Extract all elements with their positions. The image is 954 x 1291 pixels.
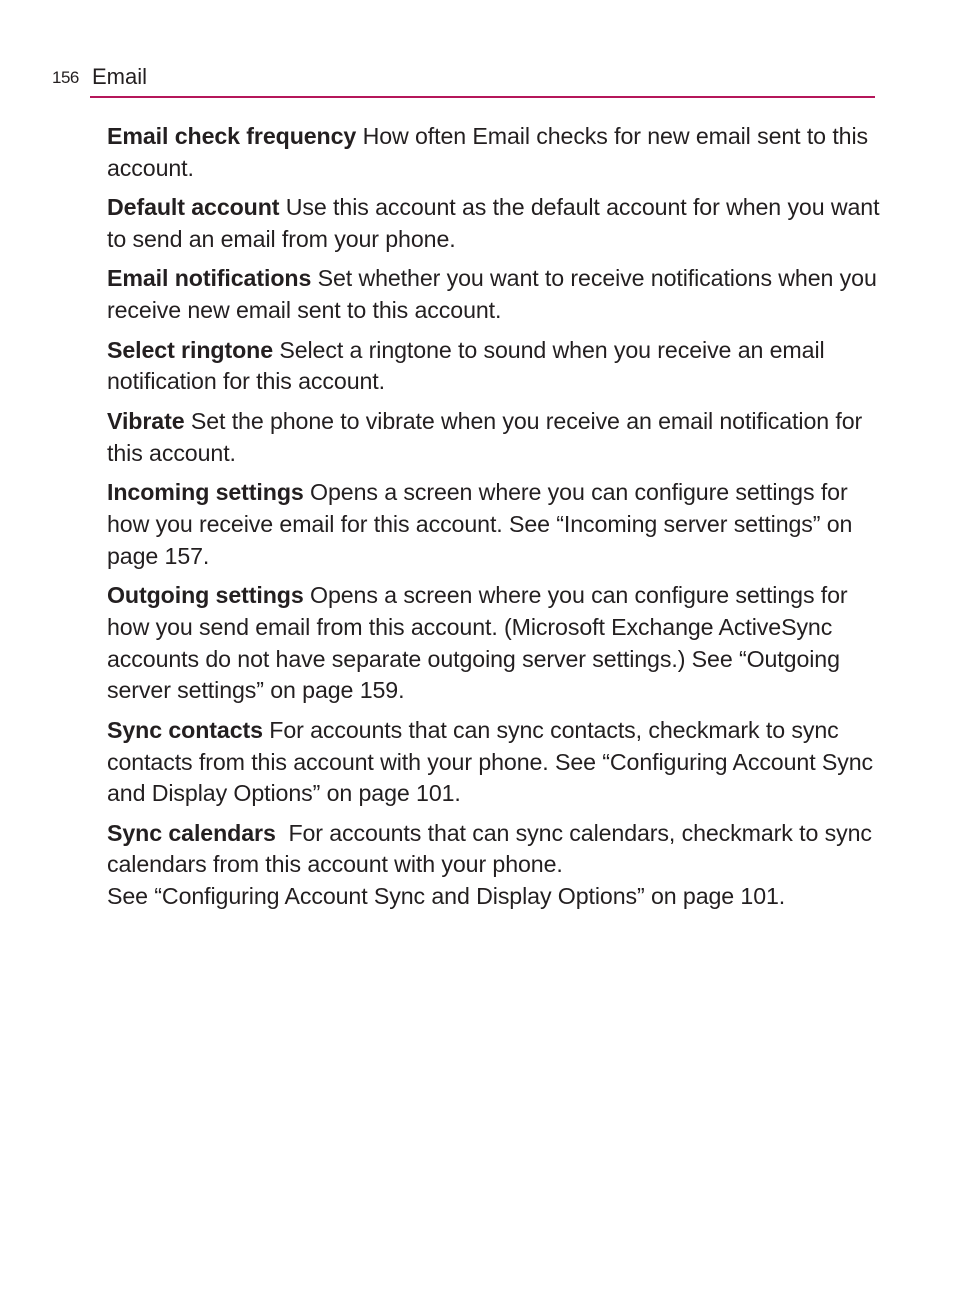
entry-description: Set whether you want to receive notifications when you receive new email sent to this account. [107, 265, 877, 324]
entry-term: Incoming settings [107, 478, 304, 505]
entry-incoming-settings [107, 477, 882, 572]
entry-sync-calendars [107, 818, 882, 913]
entry-email-check-frequency [107, 121, 882, 185]
entry-description: For accounts that can sync contacts, checkmark to sync contacts from this account with your phone. See “Configuring Account Sync and Display Options” on page 101. [107, 716, 874, 807]
entry-term: Outgoing settings [107, 581, 304, 608]
entry-default-account [107, 192, 882, 256]
entry-email-notifications [107, 263, 882, 327]
page-header [52, 62, 875, 98]
entry-select-ringtone [107, 335, 882, 399]
entry-vibrate [107, 406, 882, 470]
settings-description-list [107, 121, 882, 921]
entry-description: How often Email checks for new email sent to this account. [107, 123, 869, 181]
entry-term: Email check frequency [107, 123, 357, 149]
header-divider [90, 96, 875, 98]
entry-term: Vibrate [107, 407, 185, 434]
entry-term: Default account [107, 194, 280, 221]
page-number: 156 [52, 68, 79, 87]
entry-description: Use this account as the default account for when you want to send an email from your phone. [107, 194, 880, 252]
entry-term: Sync calendars [107, 819, 276, 846]
entry-term: Sync contacts [107, 716, 263, 743]
entry-description: Opens a screen where you can configure settings for how you send email from this account. (Microsoft Exchange ActiveSync accounts do not have separate outgoing server settings.) See “Outgoing server settings” on page 159. [107, 581, 848, 704]
entry-term: Select ringtone [107, 336, 273, 363]
section-title: Email [92, 64, 148, 89]
entry-description-continued: See “Configuring Account Sync and Display Options” on page 101. [107, 883, 786, 910]
entry-description: For accounts that can sync calendars, checkmark to sync calendars from this account with your phone. [107, 819, 872, 878]
entry-description: Set the phone to vibrate when you receive an email notification for this account. [107, 407, 863, 466]
entry-description: Select a ringtone to sound when you receive an email notification for this account. [107, 336, 825, 395]
entry-description: Opens a screen where you can configure settings for how you receive email for this account. See “Incoming server settings” on page 157. [107, 478, 853, 569]
entry-term: Email notifications [107, 265, 312, 292]
entry-outgoing-settings [107, 580, 882, 707]
entry-sync-contacts [107, 715, 882, 810]
